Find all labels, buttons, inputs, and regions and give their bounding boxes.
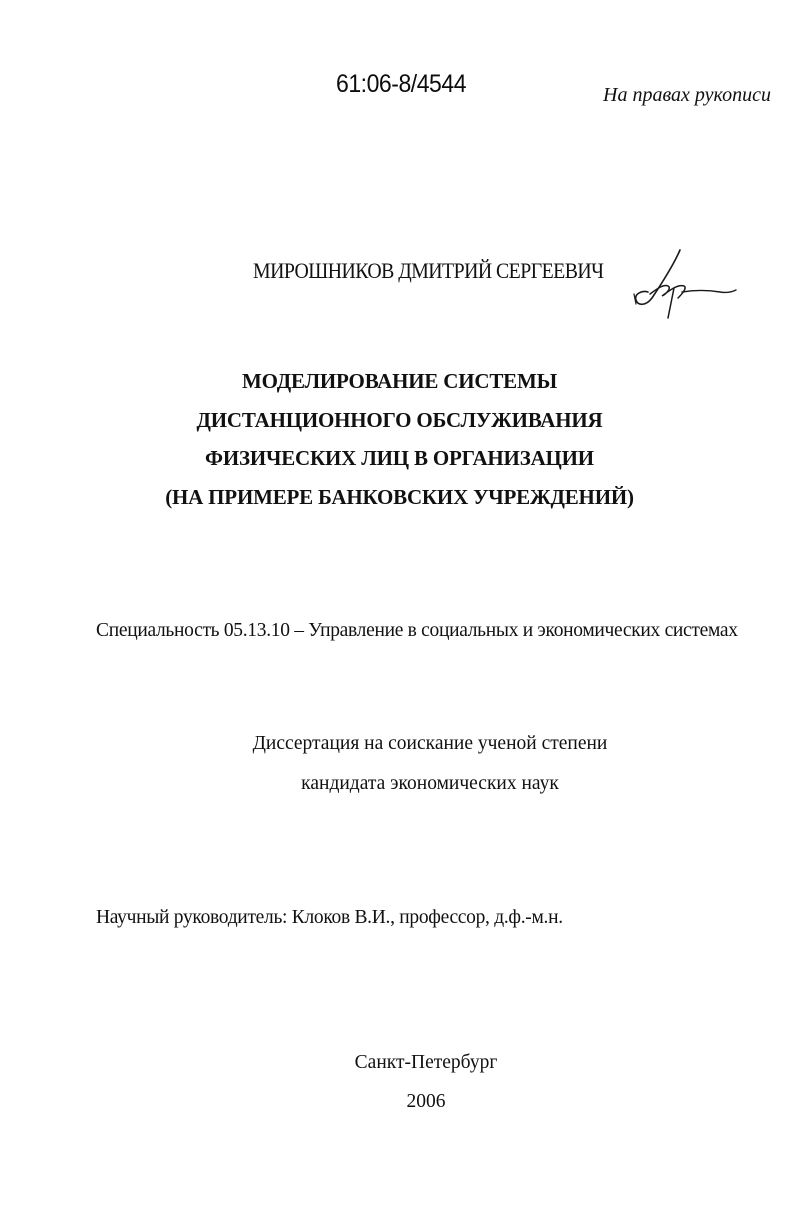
city: Санкт-Петербург [354, 1052, 498, 1073]
place-and-year [0, 1043, 799, 1121]
title-line: МОДЕЛИРОВАНИЕ СИСТЕМЫ [241, 369, 557, 393]
degree-statement [0, 724, 799, 804]
title-line: ДИСТАНЦИОННОГО ОБСЛУЖИВАНИЯ [196, 407, 603, 432]
degree-line: Диссертация на соискание ученой степени [252, 733, 608, 754]
catalog-code: 61:06-8/4544 [336, 70, 467, 98]
dissertation-title [0, 362, 799, 516]
title-line: ФИЗИЧЕСКИХ ЛИЦ В ОРГАНИЗАЦИИ [205, 446, 594, 470]
specialty-line: Специальность 05.13.10 – Управление в социальных и экономических системах [96, 620, 738, 641]
year: 2006 [406, 1091, 446, 1112]
degree-line: кандидата экономических наук [301, 773, 559, 794]
author-signature [628, 244, 740, 320]
rights-note: На правах рукописи [603, 84, 771, 106]
author-name: МИРОШНИКОВ ДМИТРИЙ СЕРГЕЕВИЧ [253, 258, 604, 283]
supervisor-line: Научный руководитель: Клоков В.И., профессор, д.ф.-м.н. [96, 907, 563, 928]
title-line: (НА ПРИМЕРЕ БАНКОВСКИХ УЧРЕЖДЕНИЙ) [165, 484, 634, 509]
